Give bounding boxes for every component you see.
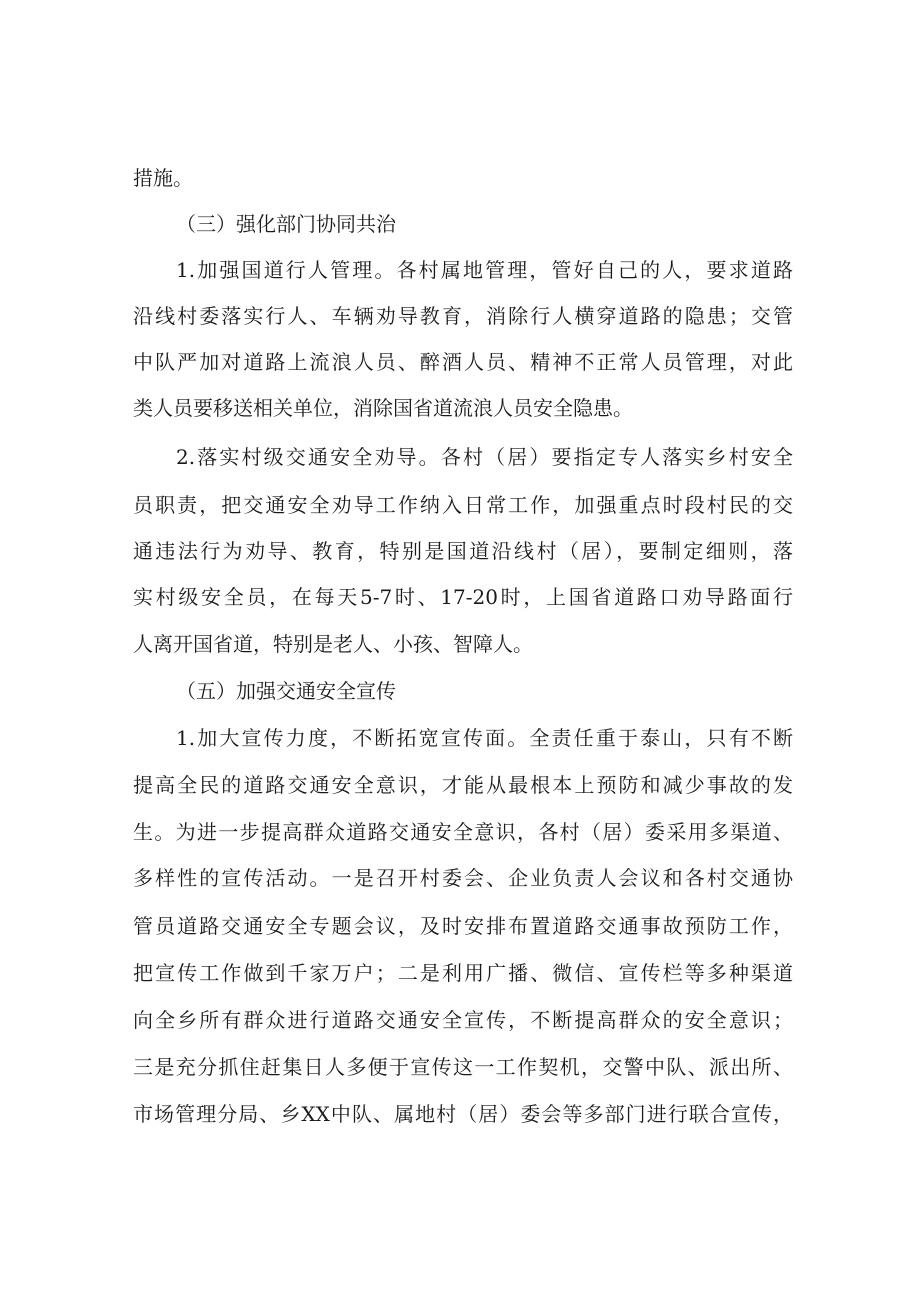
paragraph-line: 多样性的宣传活动。一是召开村委会、企业负责人会议和各村交通协	[133, 866, 793, 890]
paragraph-line: 1.加强国道行人管理。各村属地管理，管好自己的人，要求道路	[176, 258, 793, 282]
paragraph-line: 提高全民的道路交通安全意识，才能从最根本上预防和减少事故的发	[133, 773, 793, 797]
paragraph-line: 措施。	[133, 166, 193, 190]
paragraph-line: 三是充分抓住赶集日人多便于宣传这一工作契机，交警中队、派出所、	[133, 1055, 793, 1079]
paragraph-line: 沿线村委落实行人、车辆劝导教育，消除行人横穿道路的隐患；交管	[133, 304, 793, 328]
section-heading: （五）加强交通安全宣传	[176, 679, 396, 703]
paragraph-line: 生。为进一步提高群众道路交通安全意识，各村（居）委采用多渠道、	[133, 820, 793, 844]
paragraph-line: 员职责，把交通安全劝导工作纳入日常工作，加强重点时段村民的交	[133, 493, 793, 517]
paragraph-line: 中队严加对道路上流浪人员、醉酒人员、精神不正常人员管理，对此	[133, 350, 793, 374]
paragraph-line: 类人员要移送相关单位，消除国省道流浪人员安全隐患。	[133, 396, 633, 420]
paragraph-line: 实村级安全员，在每天5-7时、17-20时，上国省道路口劝导路面行	[133, 585, 793, 609]
paragraph-line: 通违法行为劝导、教育，特别是国道沿线村（居），要制定细则，落	[133, 539, 793, 563]
paragraph-line: 管员道路交通安全专题会议，及时安排布置道路交通事故预防工作，	[133, 914, 793, 938]
paragraph-line: 把宣传工作做到千家万户；二是利用广播、微信、宣传栏等多种渠道	[133, 961, 793, 985]
section-heading: （三）强化部门协同共治	[176, 212, 396, 236]
paragraph-line: 1.加大宣传力度，不断拓宽宣传面。全责任重于泰山，只有不断	[176, 726, 793, 750]
paragraph-line: 2.落实村级交通安全劝导。各村（居）要指定专人落实乡村安全	[176, 445, 793, 469]
paragraph-line: 向全乡所有群众进行道路交通安全宣传，不断提高群众的安全意识；	[133, 1008, 793, 1032]
paragraph-line: 市场管理分局、乡XX中队、属地村（居）委会等多部门进行联合宣传，	[133, 1102, 793, 1126]
paragraph-line: 人离开国省道，特别是老人、小孩、智障人。	[133, 632, 533, 656]
